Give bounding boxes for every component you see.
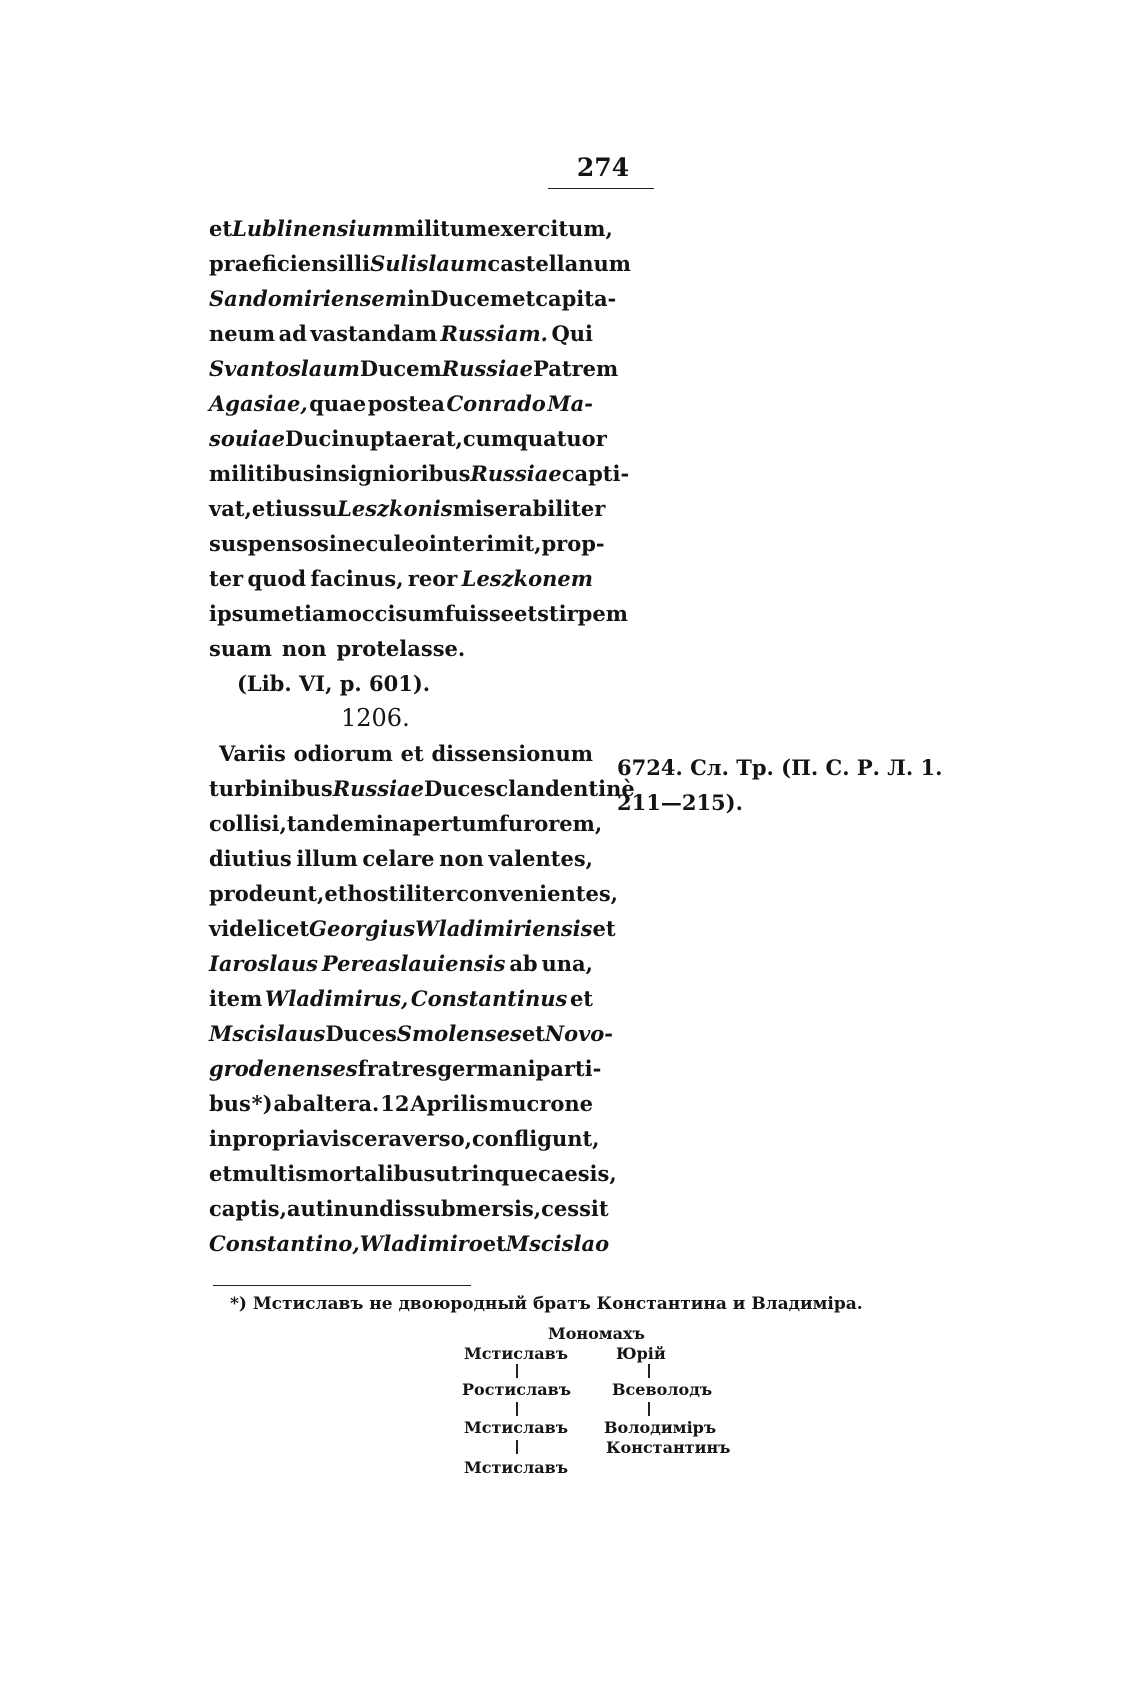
word: interimit, xyxy=(428,531,542,556)
tree-right-4: Константинъ xyxy=(606,1438,731,1457)
word: et xyxy=(512,286,536,311)
year-heading: 1206. xyxy=(341,704,410,732)
word: postea xyxy=(367,391,445,416)
italic-word: Constantino, xyxy=(209,1231,360,1256)
genealogy-tree xyxy=(440,1324,820,1504)
italic-word: Sulislaum xyxy=(370,251,488,276)
word: parti- xyxy=(535,1056,602,1081)
italic-word: Sandomiriensem xyxy=(209,286,408,311)
word: reor xyxy=(407,566,458,591)
word: ipsum xyxy=(209,601,281,626)
word: verso, xyxy=(402,1126,472,1151)
word: suam xyxy=(209,636,272,661)
word: propria xyxy=(232,1126,320,1151)
italic-word: Georgius xyxy=(309,916,416,941)
word: Variis xyxy=(219,741,286,766)
tree-right-3: Володиміръ xyxy=(604,1418,717,1437)
word: suspensos xyxy=(209,531,329,556)
tree-left-2: Ростиславъ xyxy=(462,1380,572,1399)
word: quatuor xyxy=(513,426,607,451)
word: celare xyxy=(362,846,435,871)
italic-word: Lublinensium xyxy=(232,216,394,241)
word: in xyxy=(375,811,399,836)
tree-left-3: Мстиславъ xyxy=(464,1418,569,1437)
text-line xyxy=(209,561,593,596)
text-line xyxy=(209,316,593,351)
italic-word: Russiae xyxy=(332,776,425,801)
word: prodeunt, xyxy=(209,881,325,906)
word: submersis, xyxy=(413,1196,542,1221)
word: illi xyxy=(338,251,371,276)
word: et xyxy=(514,601,538,626)
text-line xyxy=(209,911,616,946)
word: viscera xyxy=(319,1126,403,1151)
text-line xyxy=(209,736,593,771)
margin-note xyxy=(617,750,987,820)
word: protelasse. xyxy=(336,636,466,661)
tree-connector xyxy=(648,1364,650,1378)
word: 12 xyxy=(380,1091,410,1116)
text-line xyxy=(209,1191,609,1226)
word: iussu xyxy=(274,496,338,521)
word: ter xyxy=(209,566,244,591)
word: Duces xyxy=(325,1021,397,1046)
word: multis xyxy=(232,1161,308,1186)
word: vastandam xyxy=(310,321,438,346)
word: illum xyxy=(296,846,358,871)
word: stirpem xyxy=(537,601,628,626)
word: militum xyxy=(393,216,488,241)
italic-word: souiae xyxy=(209,426,286,451)
text-line xyxy=(209,946,593,981)
word: convenientes, xyxy=(456,881,618,906)
text-line xyxy=(209,281,617,316)
word: furorem, xyxy=(498,811,603,836)
text-line xyxy=(209,1051,602,1086)
tree-connector xyxy=(648,1402,650,1416)
italic-word: Mscislaus xyxy=(209,1021,326,1046)
word: fuisse xyxy=(444,601,515,626)
text-line xyxy=(209,596,628,631)
word: collisi, xyxy=(209,811,287,836)
italic-word: Agasiae, xyxy=(209,391,308,416)
word: capti- xyxy=(561,461,630,486)
text-line xyxy=(209,771,635,806)
header-rule xyxy=(548,188,654,189)
tree-right-2: Всеволодъ xyxy=(612,1380,713,1399)
italic-word: Russiae xyxy=(470,461,562,486)
footnote-rule xyxy=(213,1285,471,1286)
italic-word: Wladimiro xyxy=(359,1231,483,1256)
word: et xyxy=(569,986,593,1011)
word: castellanum xyxy=(487,251,632,276)
italic-word: Conrado xyxy=(446,391,546,416)
italic-word: Mscislao xyxy=(505,1231,610,1256)
word: et xyxy=(251,496,275,521)
word: videlicet xyxy=(209,916,310,941)
text-line xyxy=(209,1226,610,1261)
tree-right-1: Юрій xyxy=(616,1344,666,1363)
word: item xyxy=(209,986,263,1011)
word: prop- xyxy=(541,531,605,556)
italic-word: Constantinus xyxy=(410,986,568,1011)
word: et xyxy=(592,916,616,941)
italic-word: Iaroslaus xyxy=(209,951,318,976)
word: et xyxy=(209,216,233,241)
word: cum xyxy=(462,426,514,451)
tree-root: Мономахъ xyxy=(548,1324,645,1343)
word: Duces xyxy=(424,776,496,801)
word: in xyxy=(209,1126,233,1151)
italic-word: Svantoslaum xyxy=(209,356,360,381)
word: in xyxy=(328,531,353,556)
word: valentes, xyxy=(488,846,593,871)
word: non xyxy=(281,636,327,661)
italic-word: Smolenses xyxy=(396,1021,522,1046)
word: apertum xyxy=(398,811,499,836)
word: neum xyxy=(209,321,276,346)
italic-word: Russiam. xyxy=(440,321,548,346)
text-line xyxy=(209,211,613,246)
word: Patrem xyxy=(533,356,619,381)
text-line xyxy=(209,246,632,281)
italic-word: Wladimirus, xyxy=(264,986,409,1011)
word: cessit xyxy=(541,1196,609,1221)
word: confligunt, xyxy=(471,1126,600,1151)
text-line xyxy=(209,526,605,561)
italic-word: Leszkonis xyxy=(337,496,453,521)
main-text-column xyxy=(209,211,635,1261)
text-line xyxy=(209,876,618,911)
word: altera. xyxy=(302,1091,380,1116)
text-line xyxy=(209,981,593,1016)
word: captis, xyxy=(209,1196,287,1221)
word: et xyxy=(400,741,424,766)
italic-word: Leszkonem xyxy=(461,566,593,591)
tree-connector xyxy=(516,1440,518,1454)
word: Aprilis xyxy=(410,1091,489,1116)
text-line xyxy=(209,806,603,841)
word: occisum xyxy=(347,601,445,626)
source-reference: (Lib. VI, p. 601). xyxy=(237,671,431,696)
word: una, xyxy=(541,951,593,976)
word: germani xyxy=(437,1056,536,1081)
word: clandentinè xyxy=(495,776,635,801)
word: facinus, xyxy=(310,566,404,591)
text-line xyxy=(209,1121,600,1156)
word: turbinibus xyxy=(209,776,333,801)
word: erat, xyxy=(407,426,463,451)
word: quod xyxy=(247,566,307,591)
word: utrinque xyxy=(435,1161,538,1186)
word: mortalibus xyxy=(307,1161,436,1186)
word: Duci xyxy=(285,426,340,451)
text-line xyxy=(209,1086,593,1121)
page-number: 274 xyxy=(576,153,630,182)
word: etiam xyxy=(280,601,348,626)
text-line xyxy=(209,456,630,491)
word: in xyxy=(325,1196,349,1221)
word: diutius xyxy=(209,846,292,871)
text-line xyxy=(209,1016,614,1051)
text-line xyxy=(209,631,593,666)
word: undis xyxy=(348,1196,414,1221)
word: in xyxy=(407,286,431,311)
word: militibus xyxy=(209,461,315,486)
word: aut xyxy=(286,1196,326,1221)
footnote-text: *) Мстиславъ не двоюродный братъ Константина и Владиміра. xyxy=(230,1294,863,1314)
text-line xyxy=(209,386,593,421)
word: fratres xyxy=(357,1056,438,1081)
word: et xyxy=(324,881,348,906)
word: insignioribus xyxy=(314,461,471,486)
word: et xyxy=(209,1161,233,1186)
word: eculeo xyxy=(352,531,429,556)
text-line xyxy=(209,351,619,386)
italic-word: grodenenses xyxy=(209,1056,358,1081)
word: dissensionum xyxy=(431,741,593,766)
word: *) xyxy=(251,1091,273,1116)
word: caesis, xyxy=(537,1161,617,1186)
word: Ducem xyxy=(359,356,442,381)
text-line xyxy=(209,491,606,526)
word: et xyxy=(482,1231,506,1256)
margin-note-line-1: 6724. Сл. Тр. (П. С. Р. Л. 1. xyxy=(617,755,943,780)
tree-connector xyxy=(516,1402,518,1416)
word: vat, xyxy=(209,496,252,521)
word: capita- xyxy=(535,286,617,311)
word: exercitum, xyxy=(487,216,613,241)
word: quae xyxy=(309,391,367,416)
word: et xyxy=(521,1021,545,1046)
word: praeficiens xyxy=(209,251,339,276)
italic-word: Pereaslauiensis xyxy=(321,951,506,976)
word: non xyxy=(439,846,484,871)
text-line xyxy=(209,421,607,456)
text-line xyxy=(209,1156,617,1191)
word: ab xyxy=(509,951,538,976)
word: Qui xyxy=(551,321,593,346)
word: hostiliter xyxy=(347,881,457,906)
word: ad xyxy=(278,321,307,346)
tree-left-1: Мстиславъ xyxy=(464,1344,569,1363)
word: nupta xyxy=(339,426,408,451)
italic-word: Ma- xyxy=(547,391,593,416)
text-line xyxy=(209,841,593,876)
italic-word: Novo- xyxy=(544,1021,614,1046)
word: miserabiliter xyxy=(452,496,606,521)
word: odiorum xyxy=(293,741,393,766)
margin-note-line-2: 211—215). xyxy=(617,790,743,815)
word: mucrone xyxy=(489,1091,593,1116)
word: bus xyxy=(209,1091,251,1116)
italic-word: Wladimiriensis xyxy=(415,916,593,941)
word: tandem xyxy=(286,811,376,836)
italic-word: Russiae xyxy=(441,356,534,381)
word: ab xyxy=(273,1091,302,1116)
tree-connector xyxy=(516,1364,518,1378)
word: Ducem xyxy=(430,286,513,311)
tree-left-4: Мстиславъ xyxy=(464,1458,569,1477)
